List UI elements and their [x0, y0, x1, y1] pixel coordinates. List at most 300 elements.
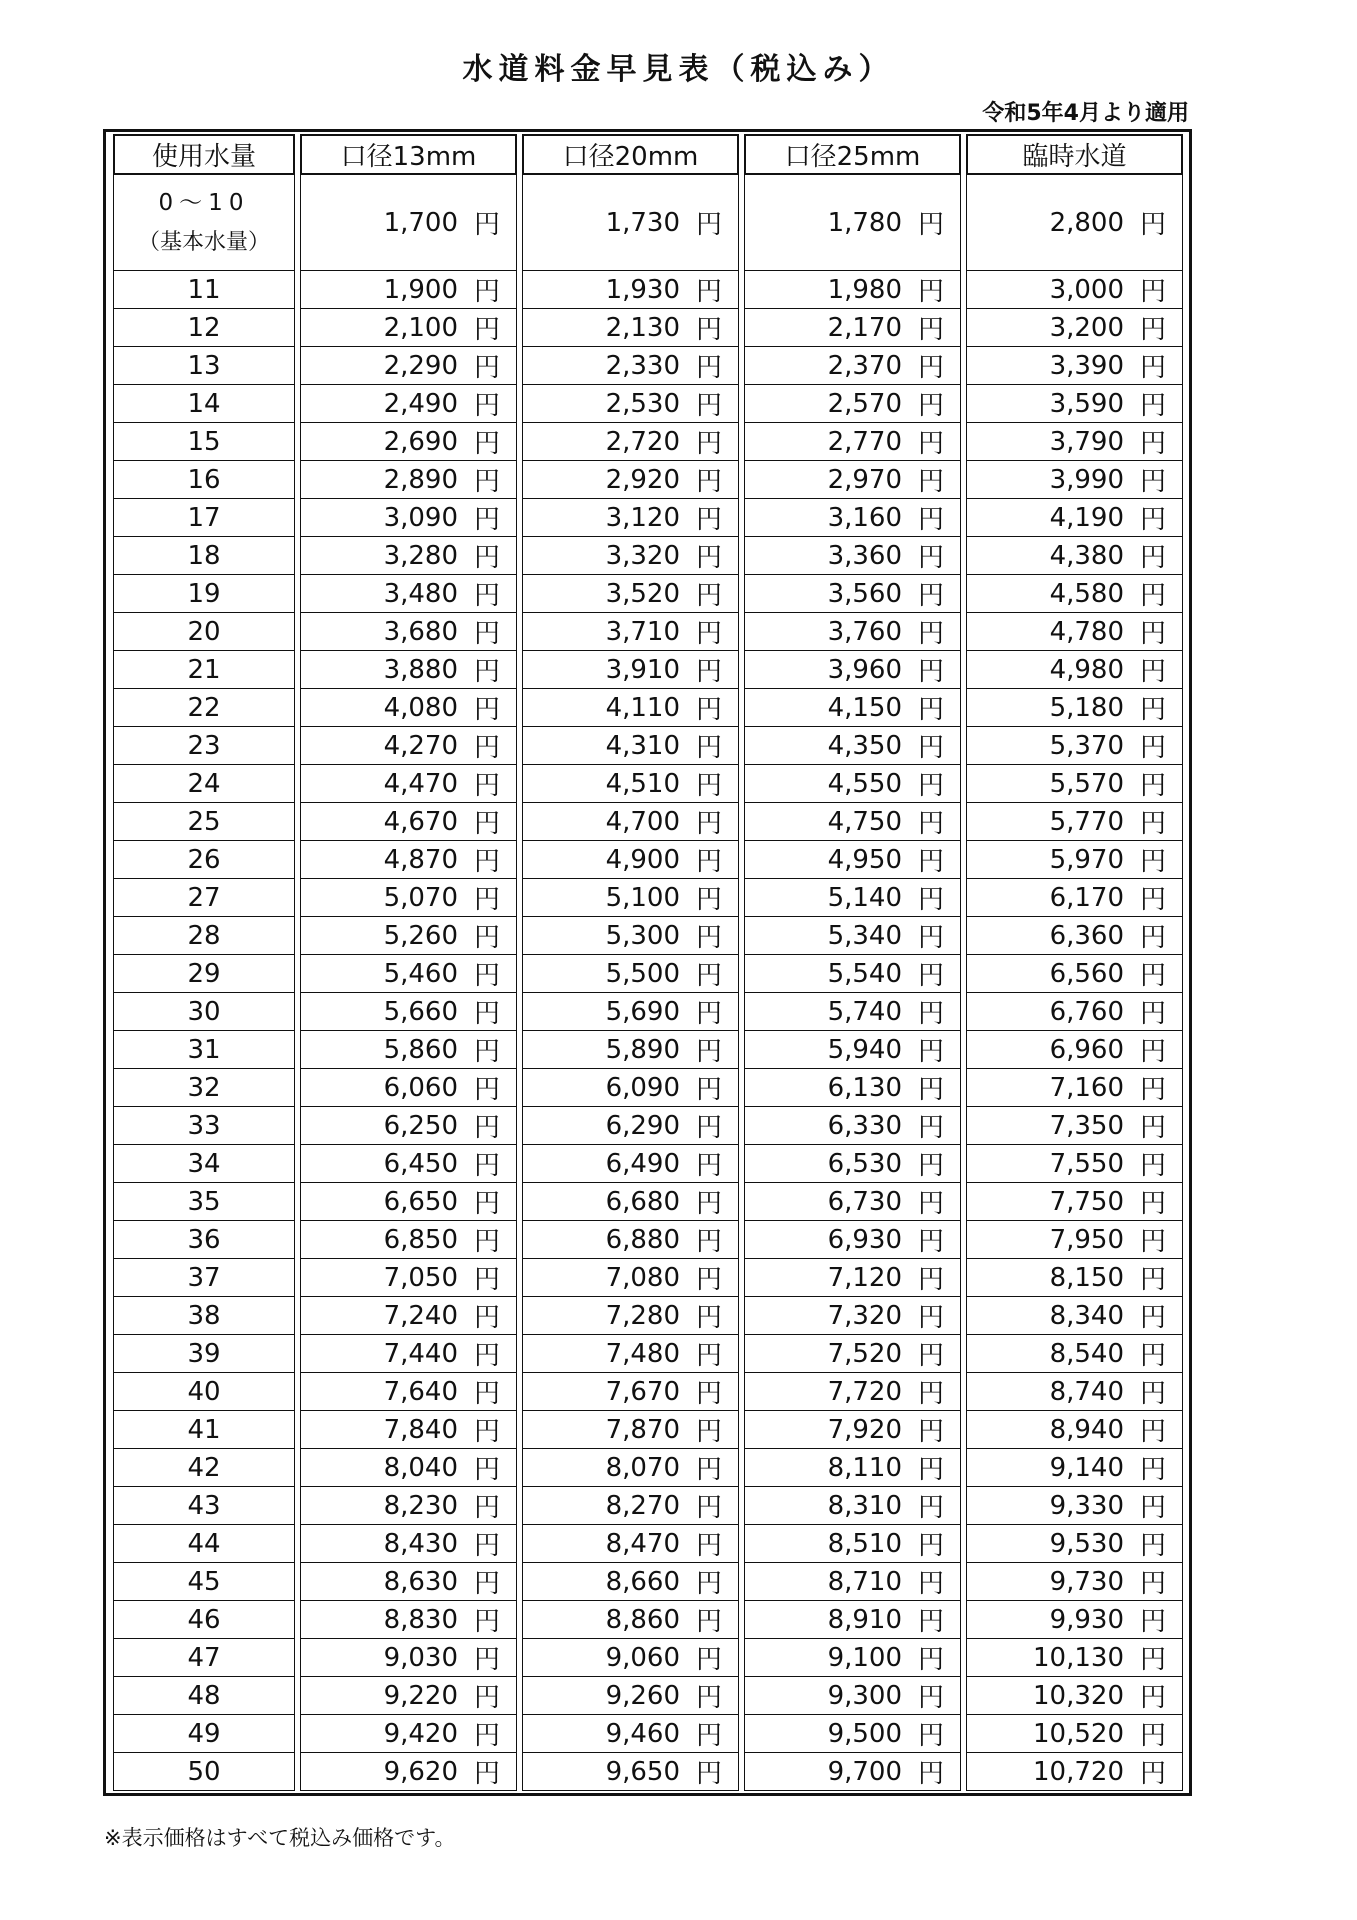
price-amount: 3,390 — [1049, 350, 1124, 381]
yen-unit: 円 — [1139, 391, 1166, 421]
yen-unit: 円 — [917, 657, 944, 687]
price-cell — [966, 271, 1183, 309]
yen-unit: 円 — [917, 505, 944, 535]
price-amount: 8,430 — [383, 1528, 458, 1559]
price-cell — [300, 1259, 517, 1297]
price-amount: 9,700 — [827, 1756, 902, 1787]
price-amount: 8,830 — [383, 1604, 458, 1635]
price-cell — [300, 175, 517, 271]
yen-unit: 円 — [1139, 1683, 1166, 1713]
price-cell — [744, 841, 961, 879]
price-cell — [522, 765, 739, 803]
price-cell — [966, 1449, 1183, 1487]
price-amount: 5,690 — [605, 996, 680, 1027]
table-row — [113, 613, 1183, 651]
price-cell — [966, 879, 1183, 917]
price-amount: 7,720 — [827, 1376, 902, 1407]
yen-unit: 円 — [695, 1303, 722, 1333]
price-amount: 5,860 — [383, 1034, 458, 1065]
table-row — [113, 1373, 1183, 1411]
price-cell — [966, 575, 1183, 613]
price-cell — [744, 1373, 961, 1411]
price-cell — [744, 651, 961, 689]
price-cell — [300, 537, 517, 575]
price-amount: 9,530 — [1049, 1528, 1124, 1559]
price-cell — [522, 727, 739, 765]
price-amount: 4,310 — [605, 730, 680, 761]
price-amount: 5,570 — [1049, 768, 1124, 799]
price-cell — [300, 917, 517, 955]
table-row — [113, 1259, 1183, 1297]
table-row — [113, 385, 1183, 423]
price-cell — [300, 613, 517, 651]
price-cell — [300, 575, 517, 613]
yen-unit: 円 — [695, 315, 722, 345]
price-amount: 2,770 — [827, 426, 902, 457]
price-amount: 9,300 — [827, 1680, 902, 1711]
price-cell — [744, 955, 961, 993]
yen-unit: 円 — [917, 467, 944, 497]
price-cell — [300, 1069, 517, 1107]
price-amount: 10,720 — [1033, 1756, 1124, 1787]
price-cell — [522, 1411, 739, 1449]
yen-unit: 円 — [1139, 1113, 1166, 1143]
usage-cell: 49 — [113, 1715, 295, 1753]
usage-cell: 47 — [113, 1639, 295, 1677]
yen-unit: 円 — [473, 505, 500, 535]
price-amount: 3,120 — [605, 502, 680, 533]
price-cell — [966, 993, 1183, 1031]
yen-unit: 円 — [695, 1151, 722, 1181]
yen-unit: 円 — [1139, 1075, 1166, 1105]
usage-cell: 30 — [113, 993, 295, 1031]
price-cell — [744, 347, 961, 385]
price-amount: 4,780 — [1049, 616, 1124, 647]
price-cell — [300, 1525, 517, 1563]
table-row — [113, 309, 1183, 347]
price-amount: 5,260 — [383, 920, 458, 951]
price-cell — [744, 271, 961, 309]
yen-unit: 円 — [473, 695, 500, 725]
header-20mm: 口径20mm — [522, 134, 739, 175]
price-amount: 10,520 — [1033, 1718, 1124, 1749]
price-cell — [744, 1563, 961, 1601]
price-cell — [300, 1411, 517, 1449]
yen-unit: 円 — [695, 961, 722, 991]
yen-unit: 円 — [695, 1721, 722, 1751]
yen-unit: 円 — [917, 1531, 944, 1561]
price-amount: 4,870 — [383, 844, 458, 875]
price-amount: 4,150 — [827, 692, 902, 723]
price-amount: 4,700 — [605, 806, 680, 837]
price-amount: 2,170 — [827, 312, 902, 343]
price-amount: 6,090 — [605, 1072, 680, 1103]
yen-unit: 円 — [695, 353, 722, 383]
price-cell — [300, 765, 517, 803]
table-row — [113, 423, 1183, 461]
yen-unit: 円 — [695, 1569, 722, 1599]
yen-unit: 円 — [695, 1037, 722, 1067]
yen-unit: 円 — [695, 467, 722, 497]
table-row — [113, 879, 1183, 917]
price-cell — [300, 1715, 517, 1753]
price-cell — [522, 499, 739, 537]
price-cell — [300, 1221, 517, 1259]
price-amount: 8,860 — [605, 1604, 680, 1635]
price-amount: 5,540 — [827, 958, 902, 989]
yen-unit: 円 — [1139, 1607, 1166, 1637]
price-cell — [300, 309, 517, 347]
yen-unit: 円 — [473, 1721, 500, 1751]
usage-cell: 41 — [113, 1411, 295, 1449]
price-amount: 9,060 — [605, 1642, 680, 1673]
price-cell — [300, 955, 517, 993]
usage-cell: 32 — [113, 1069, 295, 1107]
yen-unit: 円 — [917, 961, 944, 991]
table-row — [113, 537, 1183, 575]
price-cell — [522, 1107, 739, 1145]
price-cell — [522, 309, 739, 347]
price-amount: 6,530 — [827, 1148, 902, 1179]
price-cell — [744, 1449, 961, 1487]
yen-unit: 円 — [1139, 1379, 1166, 1409]
price-amount: 9,730 — [1049, 1566, 1124, 1597]
yen-unit: 円 — [917, 771, 944, 801]
price-amount: 8,910 — [827, 1604, 902, 1635]
table-row — [113, 689, 1183, 727]
usage-cell: 29 — [113, 955, 295, 993]
price-amount: 7,950 — [1049, 1224, 1124, 1255]
table-row — [113, 651, 1183, 689]
yen-unit: 円 — [695, 999, 722, 1029]
price-cell — [744, 461, 961, 499]
usage-cell: 46 — [113, 1601, 295, 1639]
yen-unit: 円 — [695, 505, 722, 535]
usage-cell: 38 — [113, 1297, 295, 1335]
price-cell — [300, 385, 517, 423]
price-amount: 9,100 — [827, 1642, 902, 1673]
base-usage-range: 0～10 — [158, 189, 250, 216]
price-amount: 8,510 — [827, 1528, 902, 1559]
table-row — [113, 575, 1183, 613]
table-row — [113, 1069, 1183, 1107]
price-amount: 9,930 — [1049, 1604, 1124, 1635]
base-usage-label: （基本水量） — [137, 229, 270, 255]
yen-unit: 円 — [695, 1189, 722, 1219]
price-cell — [300, 1335, 517, 1373]
yen-unit: 円 — [1139, 1721, 1166, 1751]
price-amount: 3,960 — [827, 654, 902, 685]
yen-unit: 円 — [473, 1341, 500, 1371]
price-cell — [522, 1563, 739, 1601]
yen-unit: 円 — [695, 391, 722, 421]
price-cell — [744, 423, 961, 461]
yen-unit: 円 — [473, 1759, 500, 1789]
price-cell — [744, 993, 961, 1031]
price-cell — [300, 1487, 517, 1525]
price-cell — [744, 575, 961, 613]
yen-unit: 円 — [473, 1417, 500, 1447]
price-amount: 6,960 — [1049, 1034, 1124, 1065]
yen-unit: 円 — [695, 543, 722, 573]
header-13mm: 口径13mm — [300, 134, 517, 175]
table-row — [113, 1563, 1183, 1601]
yen-unit: 円 — [695, 809, 722, 839]
price-cell — [966, 1411, 1183, 1449]
price-amount: 4,980 — [1049, 654, 1124, 685]
table-row — [113, 1449, 1183, 1487]
usage-cell: 14 — [113, 385, 295, 423]
yen-unit: 円 — [917, 1569, 944, 1599]
yen-unit: 円 — [473, 1265, 500, 1295]
yen-unit: 円 — [473, 923, 500, 953]
yen-unit: 円 — [917, 847, 944, 877]
table-row — [113, 347, 1183, 385]
yen-unit: 円 — [917, 429, 944, 459]
price-amount: 9,330 — [1049, 1490, 1124, 1521]
price-cell — [300, 1031, 517, 1069]
yen-unit: 円 — [917, 1265, 944, 1295]
price-cell — [522, 423, 739, 461]
price-cell — [966, 461, 1183, 499]
price-amount: 7,160 — [1049, 1072, 1124, 1103]
price-cell — [966, 1525, 1183, 1563]
price-amount: 3,990 — [1049, 464, 1124, 495]
price-cell — [522, 1487, 739, 1525]
price-cell — [966, 727, 1183, 765]
price-cell — [300, 879, 517, 917]
price-cell — [522, 689, 739, 727]
price-amount: 3,360 — [827, 540, 902, 571]
yen-unit: 円 — [473, 1531, 500, 1561]
price-amount: 3,520 — [605, 578, 680, 609]
yen-unit: 円 — [917, 543, 944, 573]
yen-unit: 円 — [473, 210, 500, 240]
price-cell — [966, 1297, 1183, 1335]
yen-unit: 円 — [1139, 619, 1166, 649]
price-amount: 9,220 — [383, 1680, 458, 1711]
price-cell — [744, 689, 961, 727]
price-cell — [966, 651, 1183, 689]
yen-unit: 円 — [1139, 543, 1166, 573]
price-amount: 2,720 — [605, 426, 680, 457]
table-row — [113, 1525, 1183, 1563]
price-amount: 8,470 — [605, 1528, 680, 1559]
price-amount: 7,050 — [383, 1262, 458, 1293]
usage-cell: 36 — [113, 1221, 295, 1259]
table-row — [113, 499, 1183, 537]
price-amount: 2,690 — [383, 426, 458, 457]
yen-unit: 円 — [695, 1417, 722, 1447]
price-cell — [744, 879, 961, 917]
yen-unit: 円 — [695, 429, 722, 459]
yen-unit: 円 — [917, 581, 944, 611]
table-row — [113, 1487, 1183, 1525]
water-rate-table — [108, 134, 1188, 1791]
usage-cell: 39 — [113, 1335, 295, 1373]
price-amount: 4,950 — [827, 844, 902, 875]
price-cell — [744, 613, 961, 651]
yen-unit: 円 — [1139, 1531, 1166, 1561]
price-amount: 4,550 — [827, 768, 902, 799]
price-amount: 9,420 — [383, 1718, 458, 1749]
price-cell — [744, 1411, 961, 1449]
price-cell — [966, 423, 1183, 461]
price-cell — [300, 1297, 517, 1335]
price-cell — [744, 765, 961, 803]
price-cell — [300, 1563, 517, 1601]
price-amount: 2,490 — [383, 388, 458, 419]
yen-unit: 円 — [473, 277, 500, 307]
base-usage-cell — [113, 175, 295, 271]
price-amount: 8,940 — [1049, 1414, 1124, 1445]
price-amount: 8,660 — [605, 1566, 680, 1597]
yen-unit: 円 — [473, 1151, 500, 1181]
yen-unit: 円 — [1139, 210, 1166, 240]
price-amount: 6,290 — [605, 1110, 680, 1141]
usage-cell: 16 — [113, 461, 295, 499]
price-cell — [966, 1031, 1183, 1069]
price-amount: 3,910 — [605, 654, 680, 685]
price-amount: 2,970 — [827, 464, 902, 495]
yen-unit: 円 — [695, 1341, 722, 1371]
yen-unit: 円 — [695, 733, 722, 763]
yen-unit: 円 — [473, 847, 500, 877]
price-amount: 5,940 — [827, 1034, 902, 1065]
yen-unit: 円 — [1139, 923, 1166, 953]
yen-unit: 円 — [917, 1075, 944, 1105]
yen-unit: 円 — [473, 961, 500, 991]
header-25mm: 口径25mm — [744, 134, 961, 175]
price-amount: 4,750 — [827, 806, 902, 837]
price-amount: 5,070 — [383, 882, 458, 913]
price-cell — [966, 1373, 1183, 1411]
yen-unit: 円 — [1139, 1455, 1166, 1485]
yen-unit: 円 — [473, 999, 500, 1029]
price-cell — [522, 955, 739, 993]
yen-unit: 円 — [917, 923, 944, 953]
table-row — [113, 1297, 1183, 1335]
price-amount: 4,190 — [1049, 502, 1124, 533]
yen-unit: 円 — [1139, 733, 1166, 763]
usage-cell: 48 — [113, 1677, 295, 1715]
price-amount: 5,740 — [827, 996, 902, 1027]
header-usage: 使用水量 — [113, 134, 295, 175]
price-amount: 8,230 — [383, 1490, 458, 1521]
yen-unit: 円 — [695, 1607, 722, 1637]
price-cell — [744, 1677, 961, 1715]
price-cell — [522, 841, 739, 879]
usage-cell: 28 — [113, 917, 295, 955]
usage-cell: 35 — [113, 1183, 295, 1221]
table-row — [113, 1183, 1183, 1221]
usage-cell: 15 — [113, 423, 295, 461]
yen-unit: 円 — [473, 429, 500, 459]
price-cell — [966, 1753, 1183, 1791]
price-amount: 5,140 — [827, 882, 902, 913]
yen-unit: 円 — [917, 1113, 944, 1143]
usage-cell: 11 — [113, 271, 295, 309]
price-cell — [522, 917, 739, 955]
price-cell — [744, 309, 961, 347]
table-row — [113, 993, 1183, 1031]
price-cell — [522, 1525, 739, 1563]
yen-unit: 円 — [473, 809, 500, 839]
price-cell — [522, 1335, 739, 1373]
price-amount: 9,650 — [605, 1756, 680, 1787]
price-cell — [522, 1373, 739, 1411]
yen-unit: 円 — [695, 1379, 722, 1409]
yen-unit: 円 — [1139, 467, 1166, 497]
usage-cell: 12 — [113, 309, 295, 347]
yen-unit: 円 — [1139, 1645, 1166, 1675]
yen-unit: 円 — [917, 999, 944, 1029]
price-amount: 7,870 — [605, 1414, 680, 1445]
price-amount: 6,760 — [1049, 996, 1124, 1027]
yen-unit: 円 — [695, 1455, 722, 1485]
yen-unit: 円 — [1139, 1569, 1166, 1599]
price-cell — [966, 917, 1183, 955]
price-amount: 6,330 — [827, 1110, 902, 1141]
page-title: 水道料金早見表（税込み） — [462, 52, 895, 87]
yen-unit: 円 — [917, 1303, 944, 1333]
price-cell — [966, 1145, 1183, 1183]
price-cell — [522, 537, 739, 575]
price-amount: 8,630 — [383, 1566, 458, 1597]
price-amount: 2,290 — [383, 350, 458, 381]
yen-unit: 円 — [917, 353, 944, 383]
yen-unit: 円 — [1139, 353, 1166, 383]
price-cell — [744, 1221, 961, 1259]
price-amount: 6,680 — [605, 1186, 680, 1217]
yen-unit: 円 — [473, 1493, 500, 1523]
yen-unit: 円 — [917, 733, 944, 763]
price-amount: 1,900 — [383, 274, 458, 305]
price-amount: 4,510 — [605, 768, 680, 799]
yen-unit: 円 — [1139, 1417, 1166, 1447]
yen-unit: 円 — [473, 657, 500, 687]
price-amount: 1,730 — [605, 207, 680, 238]
price-amount: 7,920 — [827, 1414, 902, 1445]
price-cell — [522, 461, 739, 499]
price-amount: 4,080 — [383, 692, 458, 723]
price-cell — [966, 689, 1183, 727]
yen-unit: 円 — [1139, 809, 1166, 839]
price-amount: 7,480 — [605, 1338, 680, 1369]
price-cell — [522, 613, 739, 651]
yen-unit: 円 — [917, 1493, 944, 1523]
price-amount: 6,930 — [827, 1224, 902, 1255]
usage-cell: 33 — [113, 1107, 295, 1145]
yen-unit: 円 — [917, 210, 944, 240]
price-amount: 5,370 — [1049, 730, 1124, 761]
yen-unit: 円 — [917, 1645, 944, 1675]
price-amount: 8,150 — [1049, 1262, 1124, 1293]
price-amount: 3,560 — [827, 578, 902, 609]
price-amount: 8,310 — [827, 1490, 902, 1521]
price-amount: 3,000 — [1049, 274, 1124, 305]
price-cell — [966, 613, 1183, 651]
table-row — [113, 271, 1183, 309]
price-cell — [966, 1563, 1183, 1601]
yen-unit: 円 — [473, 1075, 500, 1105]
price-amount: 3,090 — [383, 502, 458, 533]
price-cell — [744, 1069, 961, 1107]
yen-unit: 円 — [1139, 1341, 1166, 1371]
price-cell — [966, 1069, 1183, 1107]
usage-cell: 13 — [113, 347, 295, 385]
price-cell — [522, 385, 739, 423]
